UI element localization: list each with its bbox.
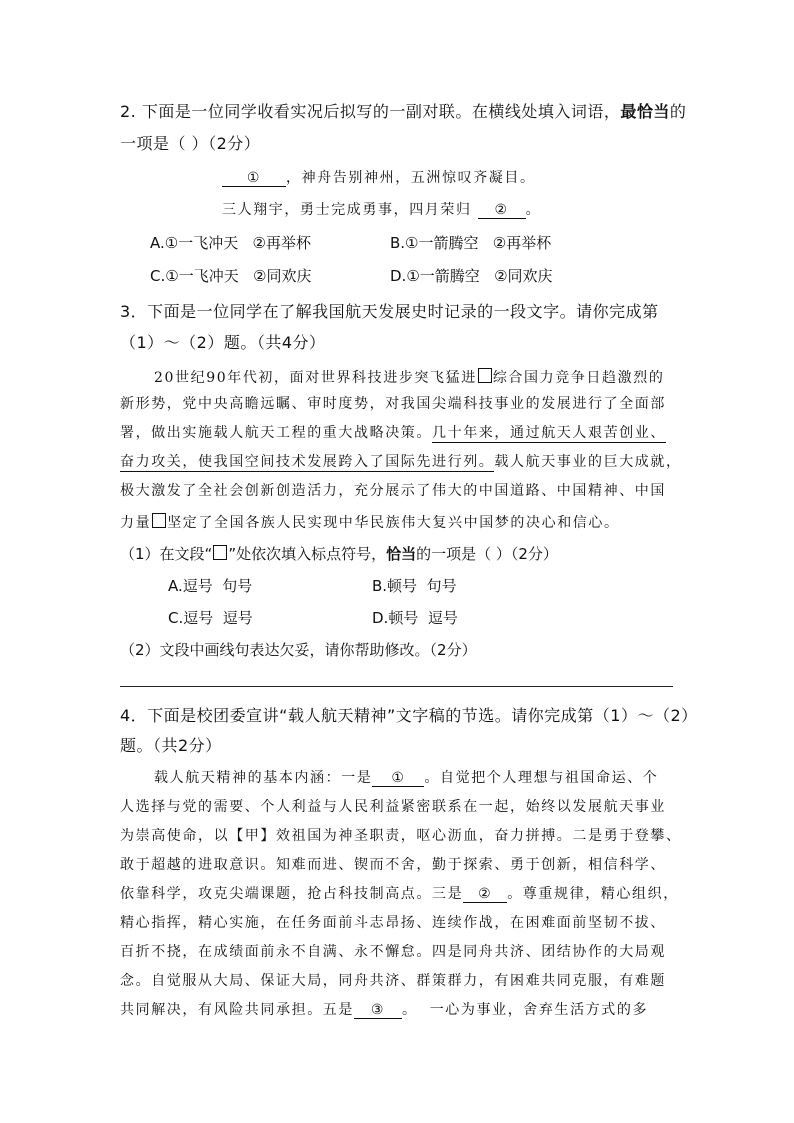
q4-passage-line4: 敢于超越的进取意识。知难而进、锲而不舍，勤于探索、勇于创新，相信科学、: [120, 857, 666, 873]
punctuation-box-1: [478, 368, 492, 383]
q3-passage-line1: 20世纪90年代初，面对世界科技进步突飞猛进 综合国力竞争日趋激烈的: [154, 370, 665, 386]
q3-passage-line6: 力量 坚定了全国各族人民实现中华民族伟大复兴中国梦的决心和信心。: [120, 515, 620, 531]
q4-blank-1: ①: [372, 771, 424, 787]
q3-sub1-question: （1）在文段“ ”处依次填入标点符号，恰当的一项是（ ）（2分）: [120, 545, 558, 563]
punctuation-box-icon: [213, 545, 227, 560]
q4-passage-line8: 念。自觉服从大局、保证大局，同舟共济、群策群力，有困难共同克服，有难题: [120, 973, 666, 989]
q3-passage-line5: 极大激发了全社会创新创造活力，充分展示了伟大的中国道路、中国精神、中国: [120, 483, 666, 499]
underlined-sentence-part1: 几十年来，通过航天人艰苦创业、: [432, 425, 666, 441]
q4-passage-line2: 人选择与党的需要、个人利益与人民利益紧密联系在一起，始终以发展航天事业: [120, 799, 666, 815]
couplet-blank-1: ①: [222, 171, 286, 187]
q2-option-b: B.①一箭腾空 ②再举杯: [390, 234, 552, 252]
q4-passage-line1: 载人航天精神的基本内涵：一是 ① 。自觉把个人理想与祖国命运、个: [154, 770, 659, 786]
q3-emphasis: 恰当: [386, 545, 417, 563]
couplet-blank-2: ②: [478, 203, 526, 219]
couplet-upper-line: ① ，神舟告别神州，五洲惊叹齐凝目。: [222, 171, 536, 187]
q4-passage-line7: 百折不挠，在成绩面前永不自满、永不懈怠。四是同舟共济、团结协作的大局观: [120, 944, 666, 960]
q4-passage-line5: 依靠科学，攻克尖端课题，抢占科技制高点。三是 ② 。尊重规律，精心组织，: [120, 886, 679, 902]
q4-passage-line6: 精心指挥，精心实施，在任务面前斗志昂扬、连续作战，在困难面前坚韧不拔、: [120, 915, 666, 931]
q2-option-d: D.①一箭腾空 ②同欢庆: [390, 267, 553, 285]
underlined-sentence-part2: 奋力攻关，使我国空间技术发展跨入了国际先进行列。: [120, 454, 495, 470]
q2-option-a: A.①一飞冲天 ②再举杯: [150, 234, 311, 252]
q2-option-c: C.①一飞冲天 ②同欢庆: [150, 267, 312, 285]
q3-option-b: B.顿号 句号: [372, 577, 457, 595]
q2-emphasis: 最恰当: [620, 102, 670, 121]
answer-line: [120, 686, 673, 687]
q2-stem-line1: 2. 下面是一位同学收看实况后拟写的一副对联。在横线处填入词语，最恰当的: [120, 102, 687, 121]
q3-passage-line3: 署，做出实施载人航天工程的重大战略决策。几十年来，通过航天人艰苦创业、: [120, 425, 666, 441]
q3-stem-line2: （1）～（2）题。（共4分）: [120, 333, 326, 352]
q3-passage-line2: 新形势，党中央高瞻远瞩、审时度势，对我国尖端科技事业的发展进行了全面部: [120, 396, 666, 412]
q3-sub2-question: （2）文段中画线句表达欠妥，请你帮助修改。（2分）: [120, 641, 477, 659]
couplet-lower-line: 三人翔宇，勇士完成勇事，四月荣归 ② 。: [222, 202, 542, 218]
q2-stem-line2: 一项是（ ）（2分）: [120, 134, 261, 153]
q3-option-c: C.逗号 逗号: [168, 609, 253, 627]
punctuation-box-2: [152, 513, 166, 528]
q3-stem-line1: 3．下面是一位同学在了解我国航天发展史时记录的一段文字。请你完成第: [120, 302, 659, 321]
q4-blank-3: ③: [354, 1003, 402, 1019]
q4-passage-line9: 共同解决，有风险共同承担。五是 ③ 。 一心为事业，舍弃生活方式的多: [120, 1002, 649, 1018]
q4-stem-line2: 题。（共2分）: [120, 736, 222, 755]
q3-passage-line4: 奋力攻关，使我国空间技术发展跨入了国际先进行列。载人航天事业的巨大成就，: [120, 454, 682, 470]
q3-option-a: A.逗号 句号: [168, 577, 253, 595]
q3-option-d: D.顿号 逗号: [372, 609, 458, 627]
q4-passage-line3: 为崇高使命，以【甲】效祖国为神圣职责，呕心沥血，奋力拼搏。二是勇于登攀、: [120, 828, 682, 844]
q4-stem-line1: 4．下面是校团委宣讲“载人航天精神”文字稿的节选。请你完成第（1）～（2）: [120, 706, 698, 725]
q4-blank-2: ②: [463, 887, 507, 903]
